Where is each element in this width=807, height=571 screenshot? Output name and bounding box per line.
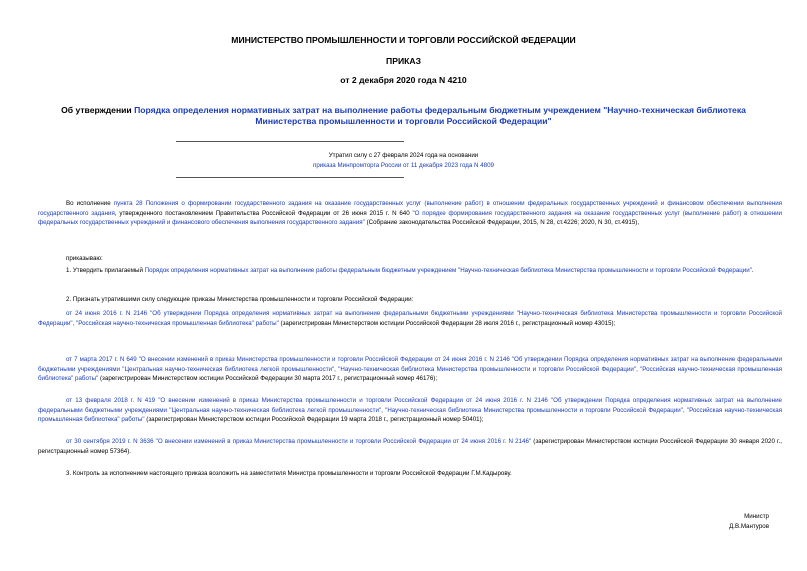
divider-top (176, 141, 404, 142)
repealed-order-3 (38, 396, 782, 425)
repealed-order-4-text: (зарегистрирован Министерством юстиции Российской Федерации 30 января 2020 г., регистрационный номер 57364). (38, 438, 782, 455)
item-2-paragraph: 2. Признать утратившими силу следующие приказы Министерства промышленности и торговли Российской Федерации: (66, 296, 414, 303)
item-1-end: . (751, 267, 754, 274)
preamble-link-2[interactable]: "О порядке формирования государственного задания на оказание государственных услуг (выполнение работ) в отношении федеральных государственных учреждений и финансового обеспечения выполнения государственного задания" (38, 209, 782, 226)
lost-force-note (0, 151, 807, 171)
repealed-order-1 (38, 309, 782, 328)
lost-force-text: Утратил силу с 27 февраля 2024 года на основании (328, 152, 479, 159)
repealed-order-1-link[interactable]: от 24 июня 2016 г. N 2146 "Об утверждении Порядка определения нормативных затрат на выполнение федеральными бюджетными учреждениями "Научно-техническая библиотека Министерства промышленности и торговли Российской Федерации", "Российская научно-техническая промышленная библиотека" работы" (38, 310, 782, 327)
item-1-link[interactable]: Порядок определения нормативных затрат на выполнение работы федеральным бюджетным учреждением "Научно-техническая библиотека Министерства промышленности и торговли Российской Федерации" (144, 267, 752, 274)
preamble-text-1: Во исполнение (66, 200, 114, 207)
signature-block (729, 512, 769, 532)
date-number-heading: от 2 декабря 2020 года N 4210 (340, 75, 467, 85)
repealed-order-2-link[interactable]: от 7 марта 2017 г. N 649 "О внесении изменений в приказ Министерства промышленности и торговли Российской Федерации от 24 июня 2016 г. N 2146 "Об утверждении Порядка определения нормативных затрат на выполнение федеральными бюджетными учреждениями "Центральная научно-техническая библиотека легкой промышленности", "Научно-техническая библиотека Министерства промышленности и торговли Российской Федерации", "Российская научно-техническая промышленная библиотека" работы" (38, 356, 782, 382)
title-link[interactable]: Порядка определения нормативных затрат на выполнение работы федеральным бюджетным учреждением "Научно-техническая библиотека Министерства промышленности и торговли Российской Федерации" (134, 105, 746, 126)
repealed-order-1-text: (зарегистрирован Министерством юстиции Российской Федерации 28 июля 2016 г., регистрационный номер 43015); (278, 319, 616, 327)
preamble-paragraph (38, 199, 782, 228)
title-prefix: Об утверждении (61, 105, 135, 115)
repealed-order-4 (38, 437, 782, 456)
repealed-order-3-text: (зарегистрирован Министерством юстиции Российской Федерации 19 марта 2018 г., регистрационный номер 50401); (144, 416, 484, 423)
lost-force-link[interactable]: приказа Минпромторга России от 11 декабря 2023 года N 4809 (313, 162, 494, 169)
signature-name: Д.В.Мантуров (729, 523, 769, 530)
repealed-order-3-link[interactable]: от 13 февраля 2018 г. N 419 "О внесении изменений в приказ Министерства промышленности и торговли Российской Федерации от 24 июня 2016 г. N 2146 "Об утверждении Порядка определения нормативных затрат на выполнение федеральными бюджетными учреждениями "Центральная научно-техническая библиотека легкой промышленности", "Научно-техническая библиотека Министерства промышленности и торговли Российской Федерации", "Российская научно-техническая промышленная библиотека" работы" (38, 397, 782, 423)
divider-bottom (176, 177, 404, 178)
ministry-heading: МИНИСТЕРСТВО ПРОМЫШЛЕННОСТИ И ТОРГОВЛИ РОССИЙСКОЙ ФЕДЕРАЦИИ (231, 35, 576, 45)
repealed-order-4-link[interactable]: от 30 сентября 2019 г. N 3636 "О внесении изменений в приказ Министерства промышленности и торговли Российской Федерации от 24 июня 2016 г. N 2146" (66, 438, 532, 445)
preamble-text-3: (Собрание законодательства Российской Федерации, 2015, N 28, ст.4226; 2020, N 30, ст.4915), (364, 219, 640, 226)
preamble-text-2: , утвержденного постановлением Правительства Российской Федерации от 26 июня 2015 г. N 640 (114, 209, 413, 217)
signature-role: Министр (744, 513, 769, 520)
repealed-order-2-text: (зарегистрирован Министерством юстиции Российской Федерации 30 марта 2017 г., регистрационный номер 46176); (98, 375, 438, 382)
item-1-text: 1. Утвердить прилагаемый (66, 267, 145, 274)
order-word: приказываю: (66, 255, 103, 262)
document-title (30, 105, 777, 127)
item-3-paragraph: 3. Контроль за исполнением настоящего приказа возложить на заместителя Министра промышленности и торговли Российской Федерации Г.М.Кадырову. (66, 470, 512, 477)
repealed-order-2 (38, 355, 782, 384)
preamble-link-1[interactable]: пункта 28 Положения о формировании государственного задания на оказание государственных услуг (выполнение работ) в отношении федеральных государственных учреждений и финансовом обеспечении выполнения государственного задания (38, 200, 782, 217)
doc-type-heading: ПРИКАЗ (386, 56, 421, 66)
item-1-paragraph (38, 266, 782, 276)
